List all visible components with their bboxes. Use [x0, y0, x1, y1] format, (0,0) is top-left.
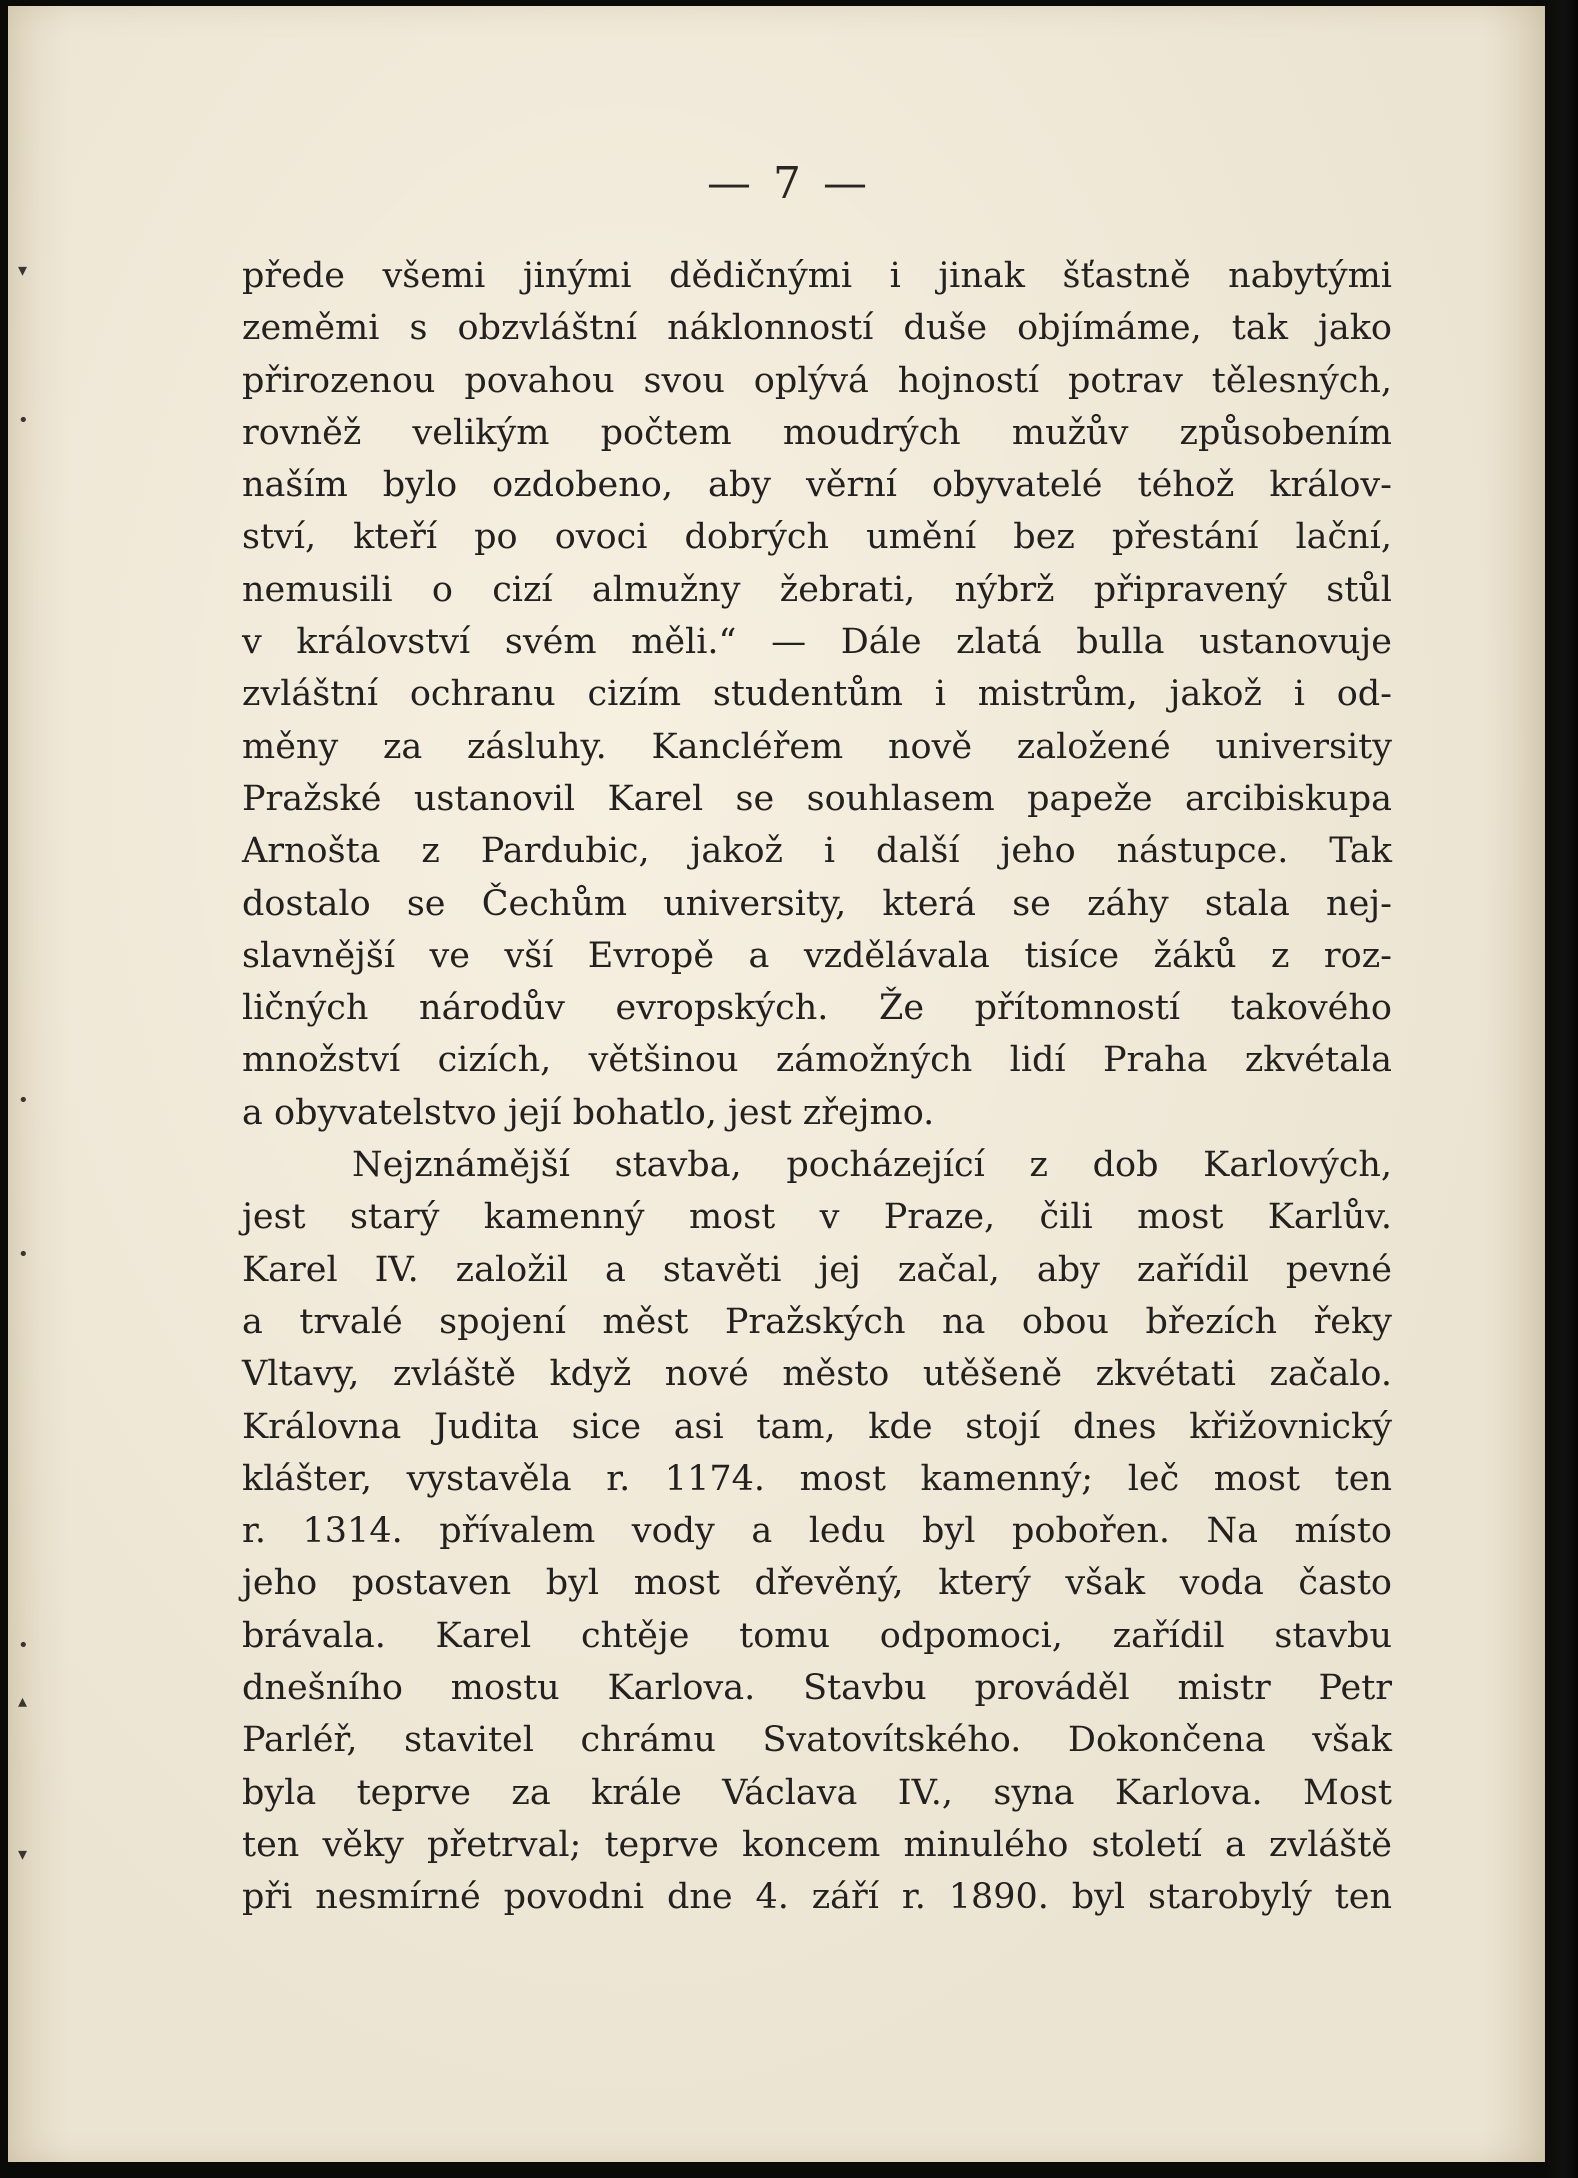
- text-line: dostalo se Čechům university, která se záhy stala nej-: [242, 883, 1392, 924]
- text-line: Parléř, stavitel chrámu Svatovítského. Dokončena však: [242, 1720, 1392, 1761]
- text-line: nemusili o cizí almužny žebrati, nýbrž připravený stůl: [242, 569, 1392, 610]
- text-line: Královna Judita sice asi tam, kde stojí dnes křižovnický: [242, 1406, 1392, 1447]
- text-line: ství, kteří po ovoci dobrých umění bez přestání lační,: [242, 517, 1392, 558]
- paragraph-2: [242, 1139, 1392, 1923]
- text-line: dnešního mostu Karlova. Stavbu prováděl mistr Petr: [242, 1668, 1392, 1709]
- text-line: jest starý kamenný most v Praze, čili most Karlův.: [242, 1197, 1392, 1238]
- text-line: Vltavy, zvláště když nové město utěšeně zkvétati začalo.: [242, 1354, 1392, 1395]
- text-line: měny za zásluhy. Kancléřem nově založené university: [242, 726, 1392, 767]
- margin-mark: ▾: [18, 1844, 28, 1865]
- text-line: Nejznámější stavba, pocházející z dob Karlových,: [352, 1145, 1392, 1186]
- page-number: — 7 —: [707, 158, 871, 209]
- text-line: byla teprve za krále Václava IV., syna Karlova. Most: [242, 1772, 1392, 1813]
- text-line: zeměmi s obzvláštní náklonností duše objímáme, tak jako: [242, 308, 1392, 349]
- text-line: ličných národův evropských. Že přítomností takového: [242, 988, 1392, 1029]
- margin-mark: •: [18, 410, 29, 431]
- margin-mark: •: [18, 1090, 29, 1111]
- paragraph-1: [242, 250, 1392, 1139]
- text-line: v království svém měli.“ — Dále zlatá bulla ustanovuje: [242, 622, 1392, 663]
- text-line: ten věky přetrval; teprve koncem minulého století a zvláště: [242, 1824, 1392, 1865]
- margin-mark: ▴: [18, 1691, 28, 1712]
- text-line: rovněž velikým počtem moudrých mužův způsobením: [242, 412, 1392, 453]
- text-line: a obyvatelstvo její bohatlo, jest zřejmo.: [242, 1092, 935, 1133]
- text-line: Pražské ustanovil Karel se souhlasem papeže arcibiskupa: [242, 778, 1392, 819]
- text-line: naším bylo ozdobeno, aby věrní obyvatelé téhož králov-: [242, 465, 1392, 506]
- margin-mark: •: [18, 1244, 29, 1265]
- body-text: [242, 250, 1392, 1924]
- text-line: r. 1314. přívalem vody a ledu byl pobořen. Na místo: [242, 1511, 1392, 1552]
- text-line: jeho postaven byl most dřevěný, který však voda často: [242, 1563, 1392, 1604]
- text-line: slavnější ve vší Evropě a vzdělávala tisíce žáků z roz-: [242, 935, 1392, 976]
- text-line: při nesmírné povodni dne 4. září r. 1890. byl starobylý ten: [242, 1877, 1392, 1918]
- text-line: klášter, vystavěla r. 1174. most kamenný; leč most ten: [242, 1458, 1392, 1499]
- text-line: přirozenou povahou svou oplývá hojností potrav tělesných,: [242, 360, 1392, 401]
- text-line: a trvalé spojení měst Pražských na obou březích řeky: [242, 1301, 1392, 1342]
- text-line: Arnošta z Pardubic, jakož i další jeho nástupce. Tak: [242, 831, 1392, 872]
- text-line: přede všemi jinými dědičnými i jinak šťastně nabytými: [242, 256, 1392, 296]
- margin-mark: •: [18, 1635, 29, 1656]
- margin-mark: ▾: [18, 260, 28, 281]
- text-line: brávala. Karel chtěje tomu odpomoci, zařídil stavbu: [242, 1615, 1392, 1656]
- page-edge-shadow: [1544, 0, 1578, 2178]
- text-line: zvláštní ochranu cizím studentům i mistrům, jakož i od-: [242, 674, 1392, 715]
- text-line: množství cizích, většinou zámožných lidí Praha zkvétala: [242, 1040, 1392, 1081]
- text-line: Karel IV. založil a stavěti jej začal, aby zařídil pevné: [242, 1249, 1392, 1290]
